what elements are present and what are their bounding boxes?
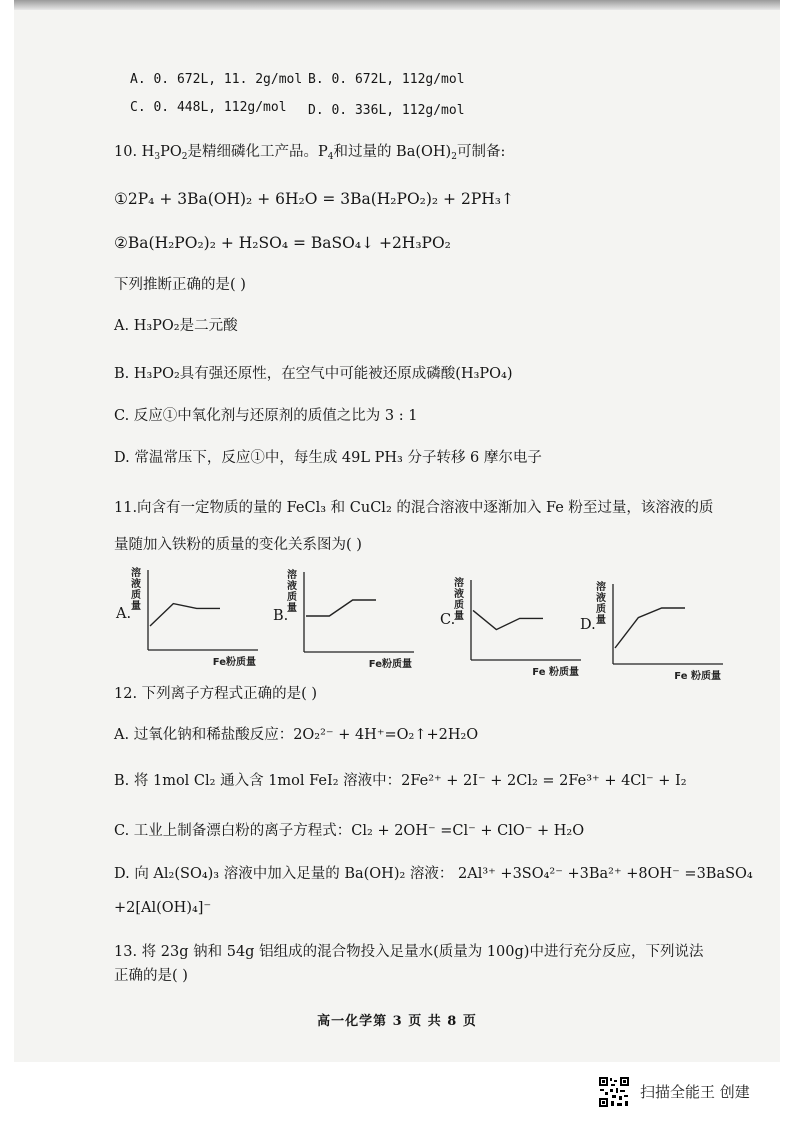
- q12-stem: 12. 下列离子方程式正确的是( ): [114, 686, 318, 702]
- x-axis-label: Fe粉质量: [368, 659, 412, 670]
- y-axis-label-char: 液: [131, 579, 141, 590]
- q11-chart-c: [451, 574, 591, 684]
- q11-line-2: 量随加入铁粉的质量的变化关系图为( ): [114, 537, 362, 553]
- q10-equation-2: ②Ba(H₂PO₂)₂ + H₂SO₄ = BaSO₄↓ +2H₃PO₂: [114, 234, 451, 252]
- q11-letter-b: B.: [273, 608, 289, 624]
- q10-intro-part: 和过量的 Ba(OH): [333, 144, 452, 160]
- q10-intro-part: 是精细磷化工产品。P: [187, 144, 328, 160]
- q10-option-c: C. 反应①中氧化剂与还原剂的质值之比为 3 : 1: [114, 408, 418, 424]
- q10-option-b: B. H₃PO₂具有强还原性，在空气中可能被还原成磷酸(H₃PO₄): [114, 366, 513, 382]
- q9-option-a: A. 0. 672L, 11. 2g/mol: [130, 72, 303, 87]
- q11-letter-c: C.: [440, 612, 456, 628]
- y-axis-label: [131, 566, 141, 612]
- chart-d-svg: [593, 578, 733, 684]
- q11-chart-b: [284, 566, 424, 676]
- y-axis-label-char: 量: [454, 611, 464, 622]
- x-axis-label: Fe粉质量: [212, 657, 256, 668]
- q12-option-a: A. 过氧化钠和稀盐酸反应：2O₂²⁻ + 4H⁺=O₂↑+2H₂O: [114, 727, 479, 743]
- y-axis-label-char: 质: [454, 600, 464, 611]
- q10-intro-sub: 2: [451, 152, 457, 162]
- y-axis-label-char: 溶: [131, 568, 141, 579]
- q10-option-a: A. H₃PO₂是二元酸: [114, 318, 238, 334]
- chart-a-svg: [128, 564, 268, 670]
- y-axis-label: [454, 576, 464, 622]
- y-axis-label-char: 质: [131, 590, 141, 601]
- q10-equation-1: ①2P₄ + 3Ba(OH)₂ + 6H₂O = 3Ba(H₂PO₂)₂ + 2PH₃↑: [114, 190, 514, 208]
- y-axis-label: [596, 580, 606, 626]
- q11-letter-a: A.: [116, 606, 132, 622]
- q10-intro: [114, 144, 505, 163]
- q12-option-d-cont: +2[Al(OH)₄]⁻: [114, 900, 212, 916]
- q13-line-2: 正确的是( ): [114, 968, 188, 984]
- q11-line-1: 11.向含有一定物质的量的 FeCl₃ 和 CuCl₂ 的混合溶液中逐渐加入 Fe 粉至过量，该溶液的质: [114, 500, 714, 516]
- q10-intro-sub: 2: [181, 152, 188, 162]
- y-axis-label-char: 质: [287, 592, 297, 603]
- y-axis-label-char: 溶: [287, 570, 297, 581]
- q10-stem: 下列推断正确的是( ): [114, 277, 246, 293]
- chart-c-svg: [451, 574, 591, 680]
- series-line: [615, 608, 685, 648]
- q9-option-d: D. 0. 336L, 112g/mol: [308, 103, 465, 118]
- q12-option-c: C. 工业上制备漂白粉的离子方程式：Cl₂ + 2OH⁻ =Cl⁻ + ClO⁻ + H₂O: [114, 823, 585, 839]
- x-axis-label: Fe 粉质量: [532, 667, 579, 678]
- qr-code-icon: [598, 1076, 630, 1108]
- q12-option-d: D. 向 Al₂(SO₄)₃ 溶液中加入足量的 Ba(OH)₂ 溶液： 2Al³⁺ +3SO₄²⁻ +3Ba²⁺ +8OH⁻ =3BaSO₄: [114, 866, 753, 882]
- q12-option-b: B. 将 1mol Cl₂ 通入含 1mol FeI₂ 溶液中：2Fe²⁺ + 2I⁻ + 2Cl₂ = 2Fe³⁺ + 4Cl⁻ + I₂: [114, 773, 687, 789]
- y-axis-label-char: 液: [454, 589, 464, 600]
- y-axis-label-char: 液: [287, 581, 297, 592]
- q11-letter-d: D.: [580, 617, 596, 633]
- y-axis-label-char: 量: [596, 615, 606, 626]
- q9-option-c: C. 0. 448L, 112g/mol: [130, 100, 287, 115]
- q11-chart-a: [128, 564, 268, 674]
- scan-edge: [14, 0, 780, 10]
- y-axis-label: [287, 568, 297, 614]
- y-axis-label-char: 量: [287, 603, 297, 614]
- y-axis-label-char: 溶: [454, 578, 464, 589]
- series-line: [473, 610, 543, 629]
- y-axis-label-char: 量: [131, 601, 141, 612]
- q10-intro-part: PO: [160, 144, 182, 160]
- scanner-brand-label: 扫描全能王 创建: [640, 1083, 750, 1101]
- q10-option-d: D. 常温常压下，反应①中，每生成 49L PH₃ 分子转移 6 摩尔电子: [114, 450, 542, 466]
- series-line: [306, 600, 376, 616]
- q13-line-1: 13. 将 23g 钠和 54g 铝组成的混合物投入足量水(质量为 100g)中进行充分反应，下列说法: [114, 944, 704, 960]
- chart-b-svg: [284, 566, 424, 672]
- y-axis-label-char: 质: [596, 604, 606, 615]
- q10-intro-sub: 3: [154, 152, 161, 162]
- y-axis-label-char: 溶: [596, 582, 606, 593]
- x-axis-label: Fe 粉质量: [674, 671, 721, 682]
- q9-option-b: B. 0. 672L, 112g/mol: [308, 72, 465, 87]
- q10-intro-part: 10. H: [114, 144, 155, 160]
- page-footer: 高一化学第 3 页 共 8 页: [317, 1014, 477, 1029]
- series-line: [150, 604, 220, 626]
- q10-intro-part: 可制备:: [456, 144, 506, 160]
- q11-chart-d: [593, 578, 733, 688]
- y-axis-label-char: 液: [596, 593, 606, 604]
- q10-intro-sub: 4: [327, 152, 334, 162]
